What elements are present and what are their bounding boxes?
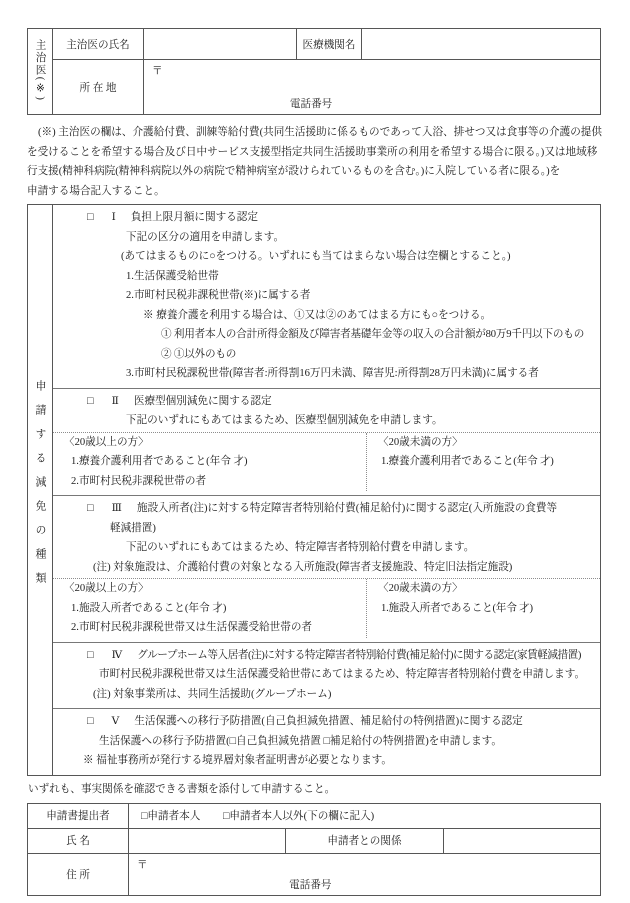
checkbox-section-5[interactable]: □	[87, 715, 94, 727]
submitter-name-label: 氏 名	[28, 828, 129, 853]
section-2-age-columns	[53, 432, 600, 492]
section-1-item-3: 3.市町村民税課税世帯(障害者:所得割16万円未満、障害児:所得割28万円未満)に属する者	[126, 368, 539, 379]
checkbox-applicant-self[interactable]: □申請者本人	[141, 811, 201, 822]
exemption-sections	[53, 205, 601, 776]
checkbox-section-1[interactable]: □	[87, 211, 94, 223]
submitter-phone-label: 電話番号	[289, 879, 332, 891]
section-5-numeral: Ⅴ	[111, 716, 120, 727]
section-3-numeral: Ⅲ	[111, 503, 122, 514]
adult-column-header: 〈20歳以上の方〉	[64, 436, 149, 448]
section-5-title: 生活保護への移行予防措置(自己負担減免措置、補足給付の特例措置)に関する認定	[134, 716, 523, 727]
doctor-name-label: 主治医の氏名	[53, 29, 144, 60]
exemption-side-label-text: 申請する減免の種類	[34, 380, 46, 597]
section-1-subitem-1: ① 利用者本人の合計所得金額及び障害者基礎年金等の収入の合計額が80万9千円以下のもの	[161, 329, 585, 340]
section-3-line: 下記のいずれにもあてはまるため、特定障害者特別給付費を申請します。	[126, 542, 475, 553]
section-4-header	[53, 646, 600, 666]
section-3-note: (注) 対象施設は、介護給付費の対象となる入所施設(障害者支援施設、特定旧法指定施設)	[93, 561, 513, 573]
doctor-address-input[interactable]	[144, 60, 601, 115]
section-2	[53, 388, 600, 496]
note-line: 行支援(精神科病院(精神科病院以外の病院で精神病室が設けられているものを含む。)に入院している者に限る。)を	[27, 166, 561, 177]
section-3-title-cont: 軽減措置)	[110, 522, 156, 534]
submitter-table	[27, 803, 601, 896]
section-4-numeral: Ⅳ	[111, 649, 123, 661]
attachment-note: いずれも、事実関係を確認できる書類を添付して申請すること。	[28, 783, 336, 795]
doctor-phone-label: 電話番号	[289, 99, 333, 110]
doctor-address-label: 所 在 地	[53, 60, 144, 115]
relation-input[interactable]	[443, 828, 600, 853]
minor-column-header: 〈20歳未満の方〉	[378, 583, 463, 594]
section-3-title: 施設入所者(注)に対する特定障害者特別給付費(補足給付)に関する認定(入所施設の食費等	[136, 503, 558, 514]
checkbox-section-3[interactable]: □	[87, 502, 94, 514]
section-2-minor-column	[367, 433, 600, 492]
submitter-address-label: 住 所	[28, 853, 129, 895]
submitter-name-input[interactable]	[129, 828, 286, 853]
medical-facility-input[interactable]	[362, 29, 601, 60]
adult-item: 2.市町村民税非課税世帯の者	[71, 475, 207, 487]
doctor-field-note	[27, 123, 601, 201]
minor-item: 1.施設入所者であること(年令 才)	[381, 602, 533, 614]
section-1-note: ※ 療養介護を利用する場合は、①又は②のあてはまる方にも○をつける。	[143, 309, 492, 321]
postal-mark: 〒	[137, 859, 148, 871]
adult-column-header: 〈20歳以上の方〉	[64, 583, 149, 594]
section-3-minor-column	[367, 579, 600, 638]
checkbox-section-2[interactable]: □	[87, 394, 94, 407]
minor-column-header: 〈20歳未満の方〉	[378, 436, 463, 448]
section-1-numeral: Ⅰ	[111, 212, 116, 223]
section-1-line: (あてはまるものに○をつける。いずれにも当てはまらない場合は空欄とすること。)	[121, 251, 511, 262]
doctor-name-input[interactable]	[144, 29, 297, 60]
section-1-header	[53, 208, 600, 228]
section-3-header	[53, 499, 600, 519]
section-4	[53, 642, 600, 709]
exemption-type-table	[27, 204, 601, 776]
section-1-line: 下記の区分の適用を申請します。	[126, 231, 285, 243]
medical-facility-label: 医療機関名	[297, 29, 362, 60]
section-2-adult-column	[53, 433, 367, 492]
section-4-title: グループホーム等入居者(注)に対する特定障害者特別給付費(補足給付)に関する認定(家賃軽減措置)	[137, 649, 581, 661]
relation-label: 申請者との関係	[286, 828, 443, 853]
postal-mark: 〒	[152, 66, 163, 77]
section-1-item-2: 2.市町村民税非課税世帯(※)に属する者	[126, 290, 311, 301]
section-5-line: 生活保護への移行予防措置(□自己負担減免措置 □補足給付の特例措置)を申請します。	[99, 735, 503, 747]
checkbox-applicant-other[interactable]: □申請者本人以外(下の欄に記入)	[223, 811, 375, 822]
note-line: を受けることを希望する場合及び日中サービス支援型指定共同生活援助事業所の利用を希望する場合に限る。)又は地域移	[27, 146, 598, 158]
doctor-side-label	[28, 29, 53, 115]
section-3-age-columns	[53, 578, 600, 638]
section-3-adult-column	[53, 579, 367, 638]
section-2-header	[53, 392, 600, 412]
section-2-title: 医療型個別減免に関する認定	[133, 395, 272, 407]
adult-item: 1.療養介護利用者であること(年令 才)	[71, 456, 248, 467]
section-1	[53, 205, 600, 388]
exemption-side-label	[28, 205, 53, 776]
section-5	[53, 708, 600, 775]
adult-item: 2.市町村民税非課税世帯又は生活保護受給世帯の者	[71, 622, 313, 633]
section-1-item-1: 1.生活保護受給世帯	[126, 270, 219, 282]
note-line: (※) 主治医の欄は、介護給付費、訓練等給付費(共同生活援助に係るものであって入浴、排せつ又は食事等の介護の提供	[38, 127, 602, 138]
section-4-line: 市町村民税非課税世帯又は生活保護受給世帯にあてはまるため、特定障害者特別給付費を申請します。	[99, 669, 586, 680]
section-5-note: ※ 福祉事務所が発行する境界層対象者証明書が必要となります。	[83, 755, 393, 766]
adult-item: 1.施設入所者であること(年令 才)	[71, 602, 227, 614]
section-3	[53, 495, 600, 642]
section-1-subitem-2: ② ①以外のもの	[161, 348, 237, 360]
section-1-title: 負担上限月額に関する認定	[130, 212, 258, 223]
section-4-note: (注) 対象事業所は、共同生活援助(グループホーム)	[93, 688, 332, 700]
section-5-header	[53, 712, 600, 732]
submitter-options	[129, 803, 601, 828]
doctor-side-label-text: 主治医(※)	[34, 38, 46, 102]
submitter-row-label: 申請書提出者	[28, 803, 129, 828]
section-2-line: 下記のいずれにもあてはまるため、医療型個別減免を申請します。	[126, 415, 443, 426]
note-line: 申請する場合記入すること。	[27, 185, 165, 197]
checkbox-section-4[interactable]: □	[87, 648, 94, 661]
minor-item: 1.療養介護利用者であること(年令 才)	[381, 456, 554, 467]
section-2-numeral: Ⅱ	[111, 395, 119, 407]
doctor-info-table	[27, 28, 601, 115]
submitter-address-input[interactable]	[129, 853, 601, 895]
